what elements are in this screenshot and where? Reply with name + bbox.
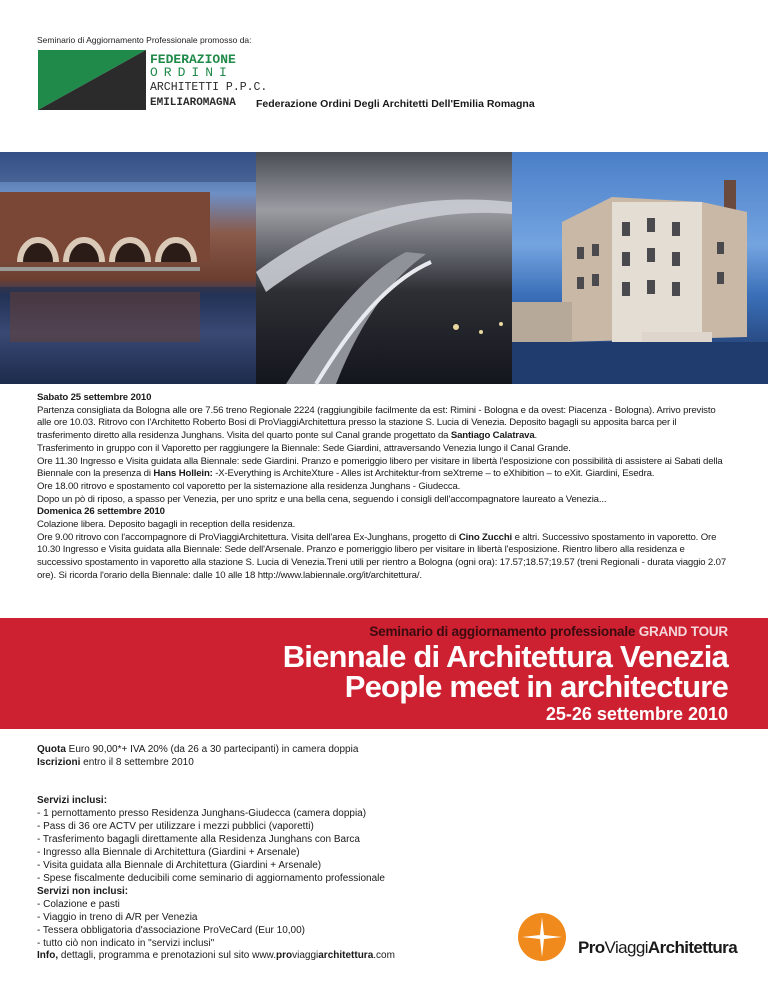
logo-line-2: ORDINI: [150, 65, 233, 80]
saturday-paragraph: [37, 405, 731, 443]
excluded-item: - tutto ciò non indicato in "servizi inclusi": [37, 938, 215, 949]
saturday-heading: Sabato 25 settembre 2010: [37, 392, 152, 403]
included-heading: Servizi inclusi:: [37, 795, 108, 806]
bridge-night-photo: [256, 152, 512, 384]
proviaggi-brand: [578, 938, 737, 958]
banner-title: [282, 639, 728, 704]
excluded-item: - Tessera obbligatoria d'associazione ProVeCard (Eur 10,00): [37, 925, 305, 936]
info-label: Info,: [37, 950, 59, 961]
sunday-heading: Domenica 26 settembre 2010: [37, 506, 165, 518]
logo-line-3: ARCHITETTI P.P.C.: [150, 81, 268, 94]
sunday-text-b: e altri. Successivo spostamento in vaporetto. Ore 10.30 Ingresso e Visita guidata alla Biennale: Sede dell'Arsenale. Pranzo e pomeriggio libero per visitare in libertà l'esposizione. Rientro libero alla residenza e successivo spostamento in vaporetto alla stazione S. Lucia di Venezia.Treni utili per rientro a Bologna (ogni ora): 17.57;18.57;19.57 (treni Regionali - durata viaggio 2.07 ore). Si ricorda l'orario della Biennale: dalle 10 alle 18 http://www.labiennale.org/it/architettura/.: [37, 531, 727, 581]
hollein-name: Hans Hollein:: [153, 468, 213, 480]
saturday-text-b: .: [534, 430, 538, 442]
services-block: [37, 794, 385, 950]
site-viaggi: viaggi: [292, 950, 319, 961]
sunday-breakfast: Colazione libera. Deposito bagagli in reception della residenza.: [37, 519, 296, 531]
promo-text: Seminario di Aggiornamento Professionale promosso da:: [37, 35, 252, 45]
included-item: - Visita guidata alla Biennale di Architettura (Giardini + Arsenale): [37, 860, 322, 871]
included-item: - Spese fiscalmente deducibili come seminario di aggiornamento professionale: [37, 873, 385, 884]
pricing-block: [37, 743, 358, 769]
iscrizioni-text: entro il 8 settembre 2010: [80, 757, 194, 768]
included-item: - Pass di 36 ore ACTV per utilizzare i mezzi pubblici (vaporetti): [37, 821, 314, 832]
building-canal-photo: [512, 152, 768, 384]
saturday-evening: Ore 18.00 ritrovo e spostamento col vaporetto per la sistemazione alla residenza Junghans - Giudecca.: [37, 480, 461, 492]
site-arch: architettura: [318, 950, 374, 961]
included-item: - 1 pernottamento presso Residenza Junghans-Giudecca (camera doppia): [37, 808, 367, 819]
banner-subtitle-text: Seminario di aggiornamento professionale: [369, 624, 639, 639]
banner-dates: 25-26 settembre 2010: [545, 704, 728, 724]
logo-line-1: FEDERAZIONE: [150, 52, 236, 67]
grand-tour-label: GRAND TOUR: [638, 624, 728, 639]
site-com: .com: [373, 950, 395, 961]
saturday-visit-a: Ore 11.30 Ingresso e Visita guidata alla Biennale: sede Giardini. Pranzo e pomeriggio libero per visitare in libertà l'esposizione con possibilità di assistere ai Sabati della Biennale con la presenza di: [37, 455, 723, 480]
iscrizioni-label: Iscrizioni: [37, 757, 81, 768]
excluded-heading: Servizi non inclusi:: [37, 886, 129, 897]
included-item: - Trasferimento bagagli direttamente alla Residenza Junghans con Barca: [37, 834, 360, 845]
sunday-paragraph: [37, 532, 731, 583]
saturday-text-a: Partenza consigliata da Bologna alle ore 7.56 treno Regionale 2224 (raggiungibile facilmente da est: Rimini - Bologna e da ovest: Piacenza - Bologna). Arrivo previsto alle ore 10.03. Ritrovo con l'Architetto Roberto Bosi di ProViaggiArchitettura presso la stazione S. Lucia di Venezia. Deposito bagagli su apposita barca per il trasferimento diretto alla residenza Junghans. Visita del quarto ponte sul Canal grande progettato da: [37, 404, 716, 442]
website-link[interactable]: [276, 950, 395, 961]
excluded-item: - Colazione e pasti: [37, 899, 120, 910]
quota-line: [37, 743, 358, 756]
zucchi-name: Cino Zucchi: [458, 531, 513, 543]
saturday-visit-b: -X-Everything is ArchiteXture - Alles ist Architektur-from seXtreme – to eXhibition – to eXit. Giardini, Esedra.: [212, 468, 655, 480]
logo-line-4: EMILIAROMAGNA: [150, 97, 236, 109]
federazione-logo: [38, 50, 268, 110]
quota-label: Quota: [37, 744, 66, 755]
info-line: [37, 950, 395, 961]
saturday-transfer: Trasferimento in gruppo con il Vaporetto per raggiungere la Biennale: Sede Giardini, attraversando Venezia lungo il Canal Grande.: [37, 442, 571, 454]
included-item: - Ingresso alla Biennale di Architettura (Giardini + Arsenale): [37, 847, 300, 858]
banner-title-line-1: Biennale di Architettura Venezia: [282, 639, 728, 674]
info-text: dettagli, programma e prenotazioni sul sito www.: [58, 950, 276, 961]
organization-name: Federazione Ordini Degli Architetti Dell'Emilia Romagna: [256, 98, 535, 110]
proviaggi-star-icon: [517, 912, 567, 962]
saturday-visit: [37, 456, 731, 481]
brand-pro: Pro: [578, 938, 605, 957]
photo-strip: [0, 152, 768, 384]
iscrizioni-line: [37, 756, 358, 769]
sunday-text-a: Ore 9.00 ritrovo con l'accompagnore di ProViaggiArchitettura. Visita dell'area Ex-Junghans, progetto di: [37, 531, 459, 543]
program-text: [37, 392, 731, 583]
event-banner: [0, 618, 768, 729]
brand-viaggi: Viaggi: [604, 938, 648, 957]
calatrava-name: Santiago Calatrava: [450, 430, 535, 442]
site-pro: pro: [276, 950, 293, 961]
quota-text: Euro 90,00*+ IVA 20% (da 26 a 30 partecipanti) in camera doppia: [65, 744, 359, 755]
banner-subtitle: [369, 624, 728, 639]
excluded-item: - Viaggio in treno di A/R per Venezia: [37, 912, 198, 923]
brand-arch: Architettura: [647, 938, 738, 957]
banner-title-line-2: People meet in architecture: [344, 669, 728, 704]
arsenale-photo: [0, 152, 256, 384]
saturday-night: Dopo un pò di riposo, a spasso per Venezia, per uno spritz e una bella cena, seguendo i consigli dell'accompagnatore laureato a Venezia...: [37, 493, 607, 505]
